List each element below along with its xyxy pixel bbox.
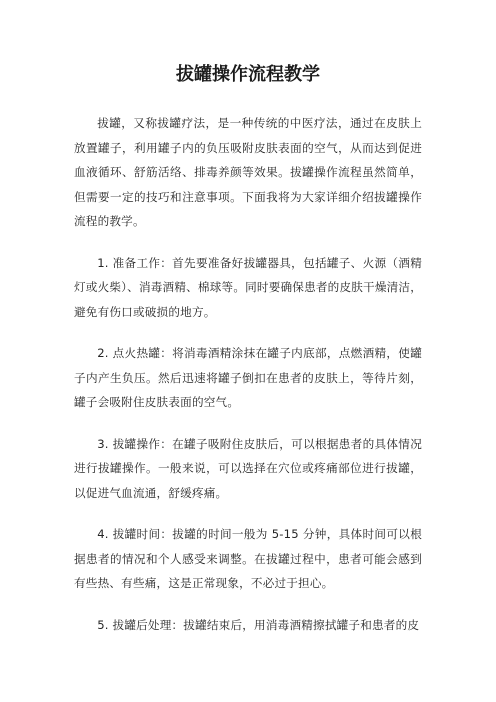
step-paragraph-operation: 3. 拔罐操作：在罐子吸附住皮肤后，可以根据患者的具体情况进行拔罐操作。一般来说，可以选择在穴位或疼痛部位进行拔罐，以促进气血流通，舒缓疼痛。 <box>74 436 422 500</box>
step-paragraph-heating: 2. 点火热罐：将消毒酒精涂抹在罐子内底部，点燃酒精，使罐子内产生负压。然后迅速将罐子倒扣在患者的皮肤上，等待片刻，罐子会吸附住皮肤表面的空气。 <box>74 346 422 409</box>
step-paragraph-preparation: 1. 准备工作：首先要准备好拔罐器具，包括罐子、火源（酒精灯或火柴）、消毒酒精、棉球等。同时要确保患者的皮肤干燥清洁，避免有伤口或破损的地方。 <box>74 255 423 319</box>
step-paragraph-duration: 4. 拔罐时间：拔罐的时间一般为 5-15 分钟，具体时间可以根据患者的情况和个人感受来调整。在拔罐过程中，患者可能会感到有些热、有些痛，这是正常现象，不必过于担心。 <box>74 527 422 590</box>
intro-paragraph: 拔罐，又称拔罐疗法，是一种传统的中医疗法，通过在皮肤上放置罐子，利用罐子内的负压吸附皮肤表面的空气，从而达到促进血液循环、舒筋活络、排毒养颜等效果。拔罐操作流程虽然简单，但需要一定的技巧和注意事项。下面我将为大家详细介绍拔罐操作流程的教学。 <box>74 116 422 228</box>
document-body <box>74 111 422 637</box>
step-paragraph-aftercare: 5. 拔罐后处理：拔罐结束后，用消毒酒精擦拭罐子和患者的皮 <box>97 617 420 632</box>
document-title: 拔罐操作流程教学 <box>176 64 320 85</box>
